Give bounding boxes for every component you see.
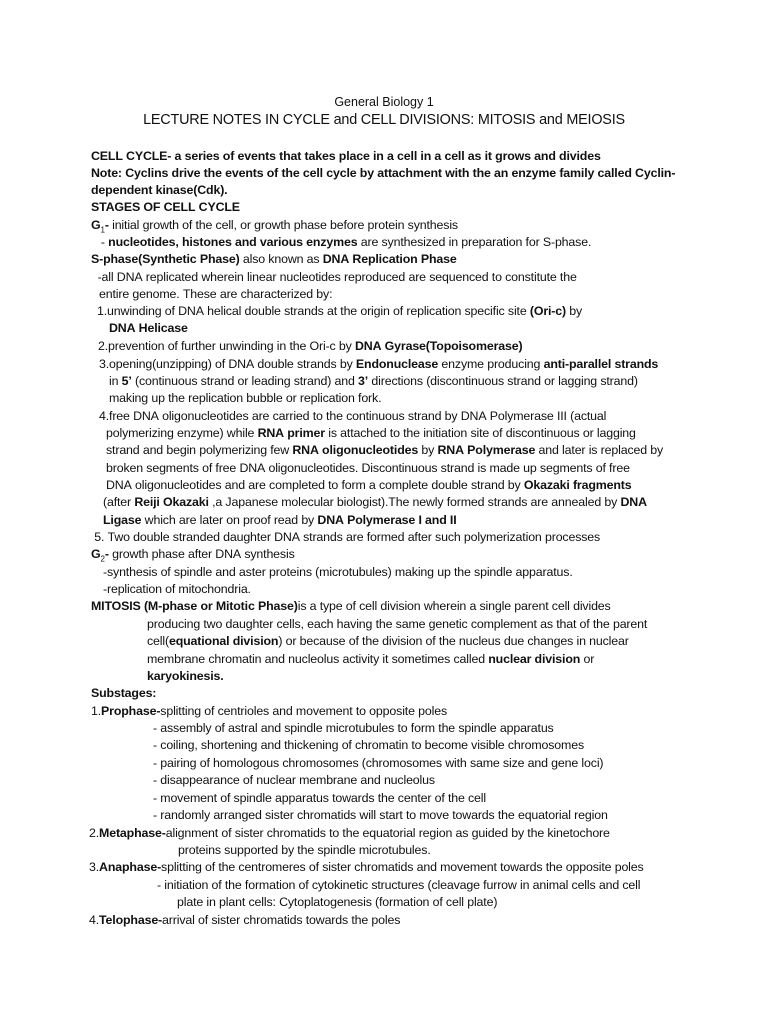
text-run: cell( bbox=[147, 634, 169, 648]
text-line bbox=[106, 442, 663, 458]
text-run: entire genome. These are characterized by: bbox=[99, 287, 333, 301]
bold-term: Endonuclease bbox=[355, 357, 439, 371]
text-line bbox=[89, 912, 400, 928]
text-line bbox=[147, 668, 224, 684]
bold-term: MITOSIS (M-phase or Mitotic Phase) bbox=[91, 599, 298, 613]
text-run: - randomly arranged sister chromatids will start to move towards the equatorial region bbox=[153, 808, 608, 822]
text-run: 2.prevention of further unwinding in the Ori-c by bbox=[98, 339, 355, 353]
text-run: - disappearance of nuclear membrane and nucleolus bbox=[153, 773, 435, 787]
bold-term: DNA bbox=[620, 495, 647, 509]
text-line bbox=[91, 269, 577, 285]
text-run: - bbox=[91, 235, 109, 249]
bold-term: - bbox=[104, 218, 109, 232]
text-line bbox=[106, 425, 636, 441]
text-run: is attached to the initiation site of discontinuous or lagging bbox=[324, 426, 636, 440]
text-run: also known as bbox=[239, 252, 323, 266]
text-line bbox=[91, 217, 458, 233]
text-run: 4.free DNA oligonucleotides are carried to the continuous strand by DNA Polymerase III (actual bbox=[99, 409, 607, 423]
text-line bbox=[147, 616, 647, 632]
bold-term: nuclear division bbox=[488, 652, 581, 666]
text-line bbox=[91, 165, 675, 181]
text-run: by bbox=[566, 304, 583, 318]
text-line bbox=[91, 598, 611, 614]
text-run: DNA oligonucleotides and are completed to form a complete double strand by bbox=[106, 478, 524, 492]
text-line bbox=[106, 477, 632, 493]
text-line bbox=[178, 842, 431, 858]
text-run: by bbox=[418, 443, 438, 457]
bold-term: 5’ bbox=[121, 374, 132, 388]
text-run: proteins supported by the spindle microtubules. bbox=[178, 843, 431, 857]
text-run: ) or because of the division of the nucleus due changes in nuclear bbox=[278, 634, 629, 648]
text-line bbox=[91, 703, 447, 719]
document-title: LECTURE NOTES IN CYCLE and CELL DIVISIONS: MITOSIS and MEIOSIS bbox=[143, 112, 625, 128]
bold-term: (Ori-c) bbox=[529, 304, 566, 318]
text-line bbox=[147, 651, 594, 667]
bold-term: DNA Helicase bbox=[109, 321, 188, 335]
text-run: -synthesis of spindle and aster proteins (microtubules) making up the spindle apparatus. bbox=[103, 565, 573, 579]
bold-term: Telophase- bbox=[99, 913, 163, 927]
course-heading: General Biology 1 bbox=[334, 95, 434, 109]
text-run: is a type of cell division wherein a single parent cell divides bbox=[297, 599, 611, 613]
text-run: 2. bbox=[89, 826, 100, 840]
text-line bbox=[103, 512, 457, 528]
text-run: or bbox=[580, 652, 595, 666]
bold-term: RNA Polymerase bbox=[437, 443, 536, 457]
text-line bbox=[103, 494, 647, 510]
bold-term: Prophase- bbox=[101, 704, 161, 718]
text-run: - coiling, shortening and thickening of chromatin to become visible chromosomes bbox=[153, 738, 584, 752]
bold-term: Substages: bbox=[91, 686, 157, 700]
text-run: 1. bbox=[91, 704, 102, 718]
text-line bbox=[91, 546, 295, 562]
text-run: which are later on proof read by bbox=[141, 513, 318, 527]
text-run: are synthesized in preparation for S-phase. bbox=[357, 235, 592, 249]
bold-term: G bbox=[91, 547, 101, 561]
text-line bbox=[153, 720, 554, 736]
text-run: broken segments of free DNA oligonucleotides. Discontinuous strand is made up segments of free bbox=[106, 461, 630, 475]
text-line bbox=[98, 338, 522, 354]
text-line bbox=[103, 581, 251, 597]
text-run: splitting of the centromeres of sister chromatids and movement towards the opposite poles bbox=[161, 860, 644, 874]
text-run: making up the replication bubble or replication fork. bbox=[109, 391, 382, 405]
text-line bbox=[147, 633, 629, 649]
text-line bbox=[153, 737, 584, 753]
text-run: directions (discontinuous strand or lagging strand) bbox=[368, 374, 638, 388]
text-run: polymerizing enzyme) while bbox=[106, 426, 258, 440]
bold-term: S-phase(Synthetic Phase) bbox=[91, 252, 240, 266]
text-run: 4. bbox=[89, 913, 100, 927]
text-line bbox=[109, 390, 381, 406]
bold-term: RNA primer bbox=[257, 426, 325, 440]
text-run: growth phase after DNA synthesis bbox=[108, 547, 295, 561]
text-run: 3.opening(unzipping) of DNA double strands by bbox=[99, 357, 356, 371]
text-run: - pairing of homologous chromosomes (chromosomes with same size and gene loci) bbox=[153, 756, 604, 770]
text-run: - movement of spindle apparatus towards the center of the cell bbox=[153, 791, 487, 805]
text-run: arrival of sister chromatids towards the poles bbox=[162, 913, 401, 927]
text-run: enzyme producing bbox=[438, 357, 544, 371]
text-line bbox=[91, 529, 600, 545]
bold-term: RNA oligonucleotides bbox=[292, 443, 419, 457]
text-line bbox=[89, 825, 610, 841]
text-line bbox=[153, 807, 608, 823]
bold-term: 3’ bbox=[358, 374, 369, 388]
text-run: and later is replaced by bbox=[535, 443, 664, 457]
text-line bbox=[106, 460, 630, 476]
text-run: in bbox=[109, 374, 122, 388]
text-line bbox=[99, 408, 606, 424]
text-line bbox=[103, 564, 573, 580]
bold-term: karyokinesis. bbox=[147, 669, 224, 683]
text-run: plate in plant cells: Cytoplatogenesis (formation of cell plate) bbox=[177, 895, 498, 909]
text-run: (after bbox=[103, 495, 135, 509]
text-line bbox=[91, 234, 591, 250]
text-run: 3. bbox=[89, 860, 100, 874]
text-run: 1.unwinding of DNA helical double strands at the origin of replication specific site bbox=[97, 304, 530, 318]
text-line bbox=[109, 320, 188, 336]
bold-term: Metaphase- bbox=[99, 826, 166, 840]
bold-term: nucleotides, histones and various enzymes bbox=[108, 235, 358, 249]
text-run: - initiation of the formation of cytokinetic structures (cleavage furrow in animal cells and cell bbox=[157, 878, 641, 892]
bold-term: - bbox=[104, 547, 109, 561]
text-line bbox=[91, 148, 601, 164]
text-line bbox=[89, 859, 644, 875]
subscript: 2 bbox=[100, 554, 105, 564]
text-line bbox=[91, 199, 240, 215]
text-run: 5. Two double stranded daughter DNA strands are formed after such polymerization processes bbox=[91, 530, 601, 544]
text-line bbox=[99, 356, 658, 372]
bold-term: Note: Cyclins drive the events of the cell cycle by attachment with the an enzyme family called Cyclin- bbox=[91, 166, 676, 180]
text-run: (continuous strand or leading strand) and bbox=[131, 374, 359, 388]
text-run: membrane chromatin and nucleolus activity it sometimes called bbox=[147, 652, 489, 666]
bold-term: equational division bbox=[168, 634, 279, 648]
text-run: producing two daughter cells, each having the same genetic complement as that of the parent bbox=[147, 617, 648, 631]
bold-term: dependent kinase(Cdk). bbox=[91, 183, 228, 197]
text-line bbox=[153, 790, 486, 806]
text-run: strand and begin polymerizing few bbox=[106, 443, 293, 457]
text-run: -all DNA replicated wherein linear nucleotides reproduced are sequenced to constitute the bbox=[91, 270, 577, 284]
bold-term: Ligase bbox=[103, 513, 142, 527]
bold-term: Reiji Okazaki bbox=[134, 495, 209, 509]
subscript: 1 bbox=[100, 225, 105, 235]
text-run: -replication of mitochondria. bbox=[103, 582, 251, 596]
text-line bbox=[109, 373, 638, 389]
bold-term: CELL CYCLE- a series of events that takes place in a cell in a cell as it grows and divides bbox=[91, 149, 601, 163]
bold-term: anti-parallel strands bbox=[543, 357, 659, 371]
text-run: splitting of centrioles and movement to opposite poles bbox=[160, 704, 447, 718]
text-line bbox=[91, 251, 457, 267]
text-run: initial growth of the cell, or growth phase before protein synthesis bbox=[108, 218, 458, 232]
bold-term: G bbox=[91, 218, 101, 232]
bold-term: DNA Replication Phase bbox=[322, 252, 457, 266]
bold-term: Anaphase- bbox=[99, 860, 162, 874]
text-line bbox=[177, 894, 497, 910]
text-run: alignment of sister chromatids to the equatorial region as guided by the kinetochore bbox=[165, 826, 610, 840]
bold-term: DNA Polymerase I and II bbox=[317, 513, 457, 527]
text-line bbox=[91, 182, 227, 198]
bold-term: Okazaki fragments bbox=[523, 478, 632, 492]
text-run: ,a Japanese molecular biologist).The newly formed strands are annealed by bbox=[208, 495, 621, 509]
text-line bbox=[99, 286, 332, 302]
text-line bbox=[157, 877, 640, 893]
text-line bbox=[153, 755, 603, 771]
text-run: - assembly of astral and spindle microtubules to form the spindle apparatus bbox=[153, 721, 554, 735]
text-line bbox=[91, 685, 156, 701]
text-line bbox=[97, 303, 582, 319]
text-line bbox=[153, 772, 435, 788]
bold-term: STAGES OF CELL CYCLE bbox=[91, 200, 240, 214]
bold-term: DNA Gyrase(Topoisomerase) bbox=[354, 339, 523, 353]
